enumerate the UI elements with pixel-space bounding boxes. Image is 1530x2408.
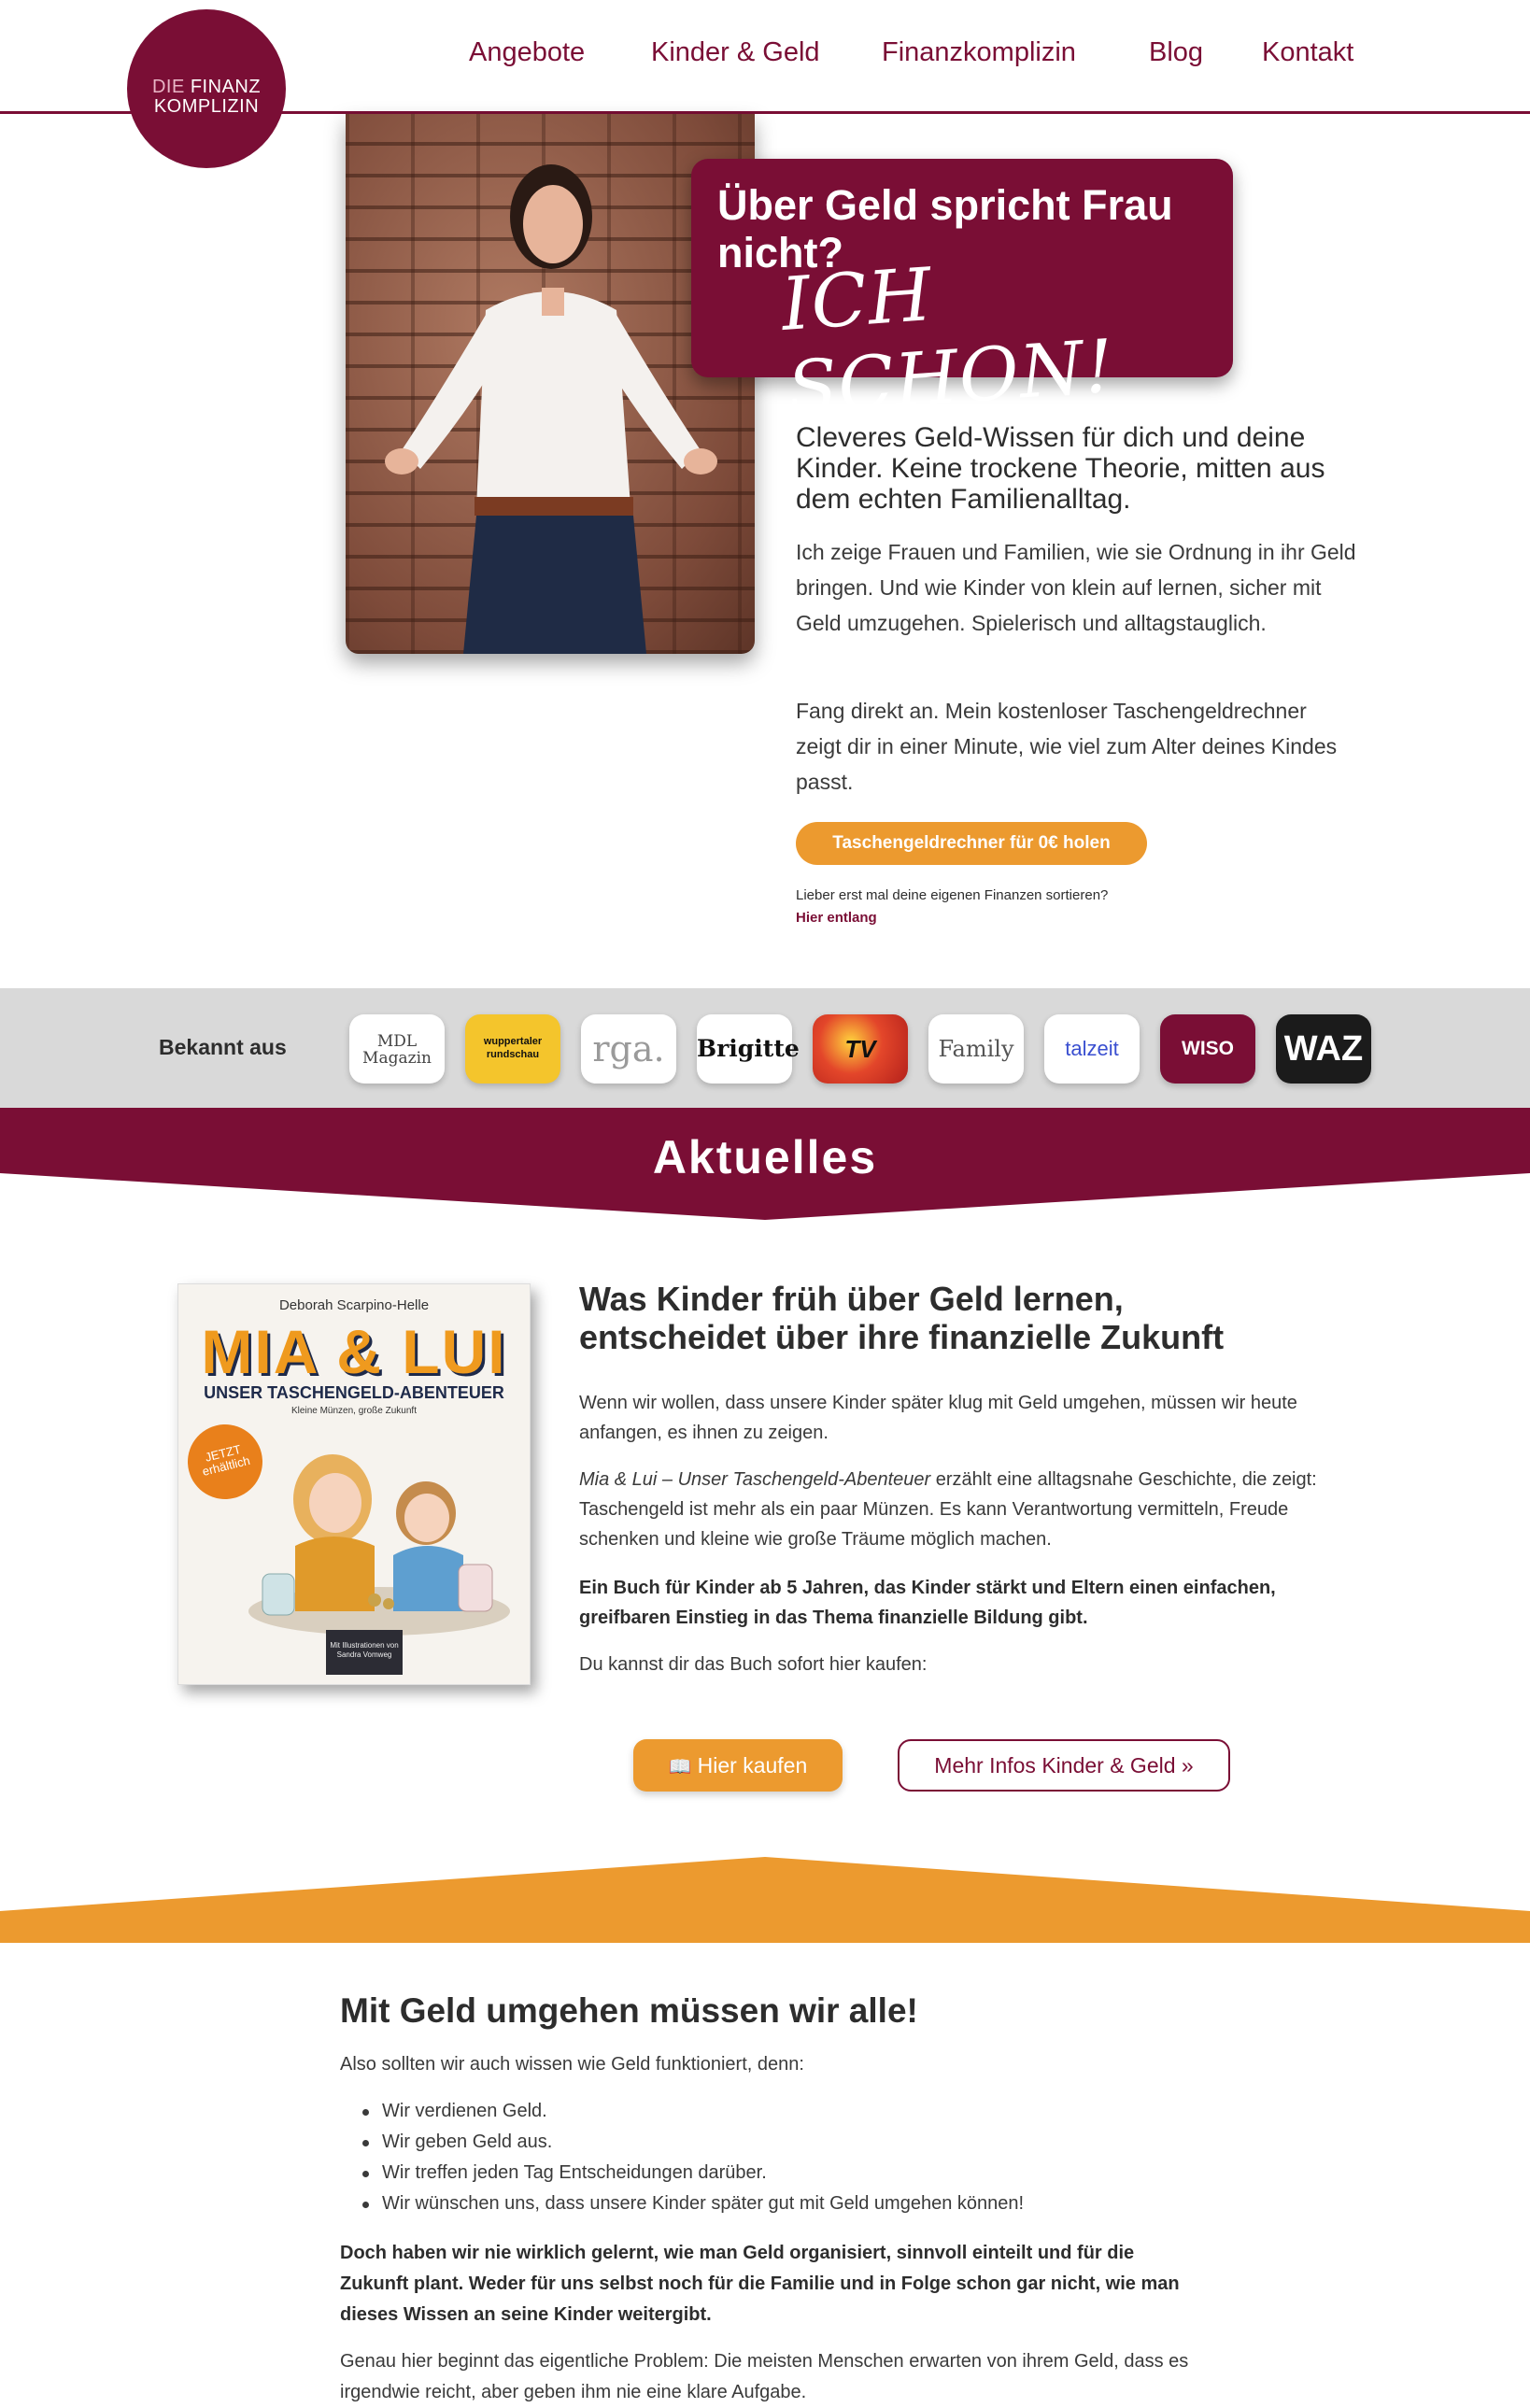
hero-script-text: ICH SCHON!: [778, 252, 1118, 432]
nav-angebote[interactable]: Angebote: [469, 37, 586, 67]
book-title: MIA & LUI: [201, 1317, 507, 1386]
money-section-last-paragraph: Genau hier beginnt das eigentliche Problem: Die meisten Menschen erwarten von ihrem Geld, dass es irgendwie reicht, aber geben ihm nie eine klare Aufgabe.: [340, 2351, 1189, 2402]
list-item: Wir geben Geld aus.: [362, 2127, 1024, 2158]
orange-divider-shape: [0, 1857, 1530, 1943]
aktuelles-paragraph-2: Mia & Lui – Unser Taschengeld-Abenteuer erzählt eine alltagsnahe Geschichte, die zeigt: Taschengeld ist mehr als ein paar Münzen. Es kann Verantwortung vermitteln, Freude schenken und kleine wie große Träume möglich machen.: [579, 1469, 1317, 1550]
aktuelles-article-title: Was Kinder früh über Geld lernen, entscheidet über ihre finanzielle Zukunft: [579, 1280, 1225, 1356]
book-illustration: [244, 1424, 515, 1639]
taschengeldrechner-button[interactable]: Taschengeldrechner für 0€ holen: [796, 822, 1147, 865]
book-illustrator-label: Mit Illustrationen von Sandra Vomweg: [326, 1630, 403, 1675]
aktuelles-paragraph-3: Ein Buch für Kinder ab 5 Jahren, das Kinder stärkt und Eltern einen einfachen, greifbaren Einstieg in das Thema finanzielle Bildung gibt.: [579, 1578, 1276, 1628]
money-section-title: Mit Geld umgehen müssen wir alle!: [340, 1991, 918, 2030]
nav-finanzkomplizin[interactable]: Finanzkomplizin: [882, 37, 1076, 67]
press-logo-talzeit: talzeit: [1044, 1014, 1140, 1084]
book-author: Deborah Scarpino-Helle: [278, 1297, 430, 1313]
book-badge: JETZT erhältlich: [180, 1417, 271, 1508]
money-bullet-list: [362, 2096, 1024, 2219]
press-logo-rga: rga.: [581, 1014, 676, 1084]
aktuelles-paragraph-4: Du kannst dir das Buch sofort hier kaufen:: [579, 1654, 928, 1675]
book-icon: 📖: [668, 1757, 692, 1778]
logo-line-1: DIE FINANZ: [151, 77, 262, 97]
book-tagline: Kleine Münzen, große Zukunft: [291, 1406, 417, 1416]
hero-paragraph-2: Fang direkt an. Mein kostenloser Taschengeldrechner zeigt dir in einer Minute, wie viel zum Alter deines Kindes passt.: [796, 699, 1338, 794]
buy-book-button[interactable]: 📖 Hier kaufen: [633, 1739, 843, 1792]
press-logo-waz: WAZ: [1276, 1014, 1371, 1084]
press-label: Bekannt aus: [159, 1035, 287, 1059]
list-item: Wir treffen jeden Tag Entscheidungen darüber.: [362, 2158, 1024, 2188]
press-logo-wiso: WISO: [1160, 1014, 1255, 1084]
hero-subheadline: Cleveres Geld-Wissen für dich und deine Kinder. Keine trockene Theorie, mitten aus dem echten Familienalltag.: [796, 422, 1325, 515]
list-item: Wir verdienen Geld.: [362, 2096, 1024, 2127]
money-section-bold-paragraph: Doch haben wir nie wirklich gelernt, wie man Geld organisiert, sinnvoll einteilt und für die Zukunft plant. Weder für uns selbst noch für die Familie und in Folge schon gar nicht, wie man dieses Wissen an seine Kinder weitergibt.: [340, 2243, 1180, 2325]
more-info-button[interactable]: Mehr Infos Kinder & Geld »: [898, 1739, 1230, 1792]
aktuelles-heading: Aktuelles: [652, 1131, 878, 1183]
nav-kinder-geld[interactable]: Kinder & Geld: [651, 37, 820, 67]
nav-kontakt[interactable]: Kontakt: [1262, 37, 1354, 67]
finances-link[interactable]: Hier entlang: [796, 910, 877, 926]
hero-headline-card: [691, 159, 1233, 432]
hero-headline: Über Geld spricht Frau nicht?: [717, 181, 1173, 276]
press-logo-brigitte: Brigitte: [697, 1014, 792, 1084]
press-logo-family: Family: [928, 1014, 1024, 1084]
logo-line-2: KOMPLIZIN: [153, 96, 260, 117]
site-logo[interactable]: [127, 9, 286, 168]
press-logo-mdl: MDL Magazin: [349, 1014, 445, 1084]
press-logo-wuppertaler: wuppertaler rundschau: [465, 1014, 560, 1084]
nav-blog[interactable]: Blog: [1149, 37, 1204, 67]
list-item: Wir wünschen uns, dass unsere Kinder später gut mit Geld umgehen können!: [362, 2188, 1024, 2219]
book-subtitle: UNSER TASCHENGELD-ABENTEUER: [204, 1383, 504, 1402]
aktuelles-paragraph-1: Wenn wir wollen, dass unsere Kinder später klug mit Geld umgehen, müssen wir heute anfangen, es ihnen zu zeigen.: [579, 1393, 1297, 1443]
press-logo-stern-tv: TV: [813, 1014, 908, 1084]
money-section-intro: Also sollten wir auch wissen wie Geld funktioniert, denn:: [340, 2054, 804, 2075]
finances-note: Lieber erst mal deine eigenen Finanzen sortieren?: [796, 887, 1109, 903]
book-cover-mia-lui: [177, 1283, 531, 1685]
hero-paragraph-1: Ich zeige Frauen und Familien, wie sie Ordnung in ihr Geld bringen. Und wie Kinder von klein auf lernen, sicher mit Geld umzugehen. Spielerisch und alltagstauglich.: [796, 540, 1356, 635]
press-band: [0, 988, 1530, 1108]
